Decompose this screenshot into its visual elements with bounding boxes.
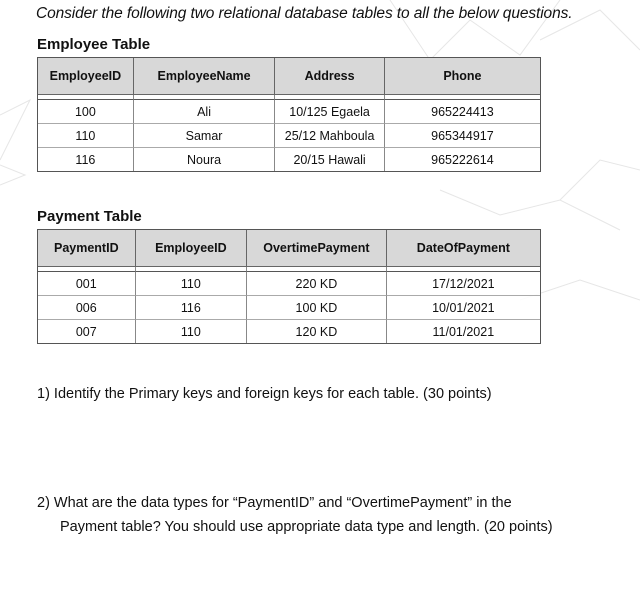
employee-table-header-row (38, 58, 540, 95)
table-cell: 110 (136, 320, 248, 343)
table-cell: 006 (38, 296, 136, 320)
table-cell: 20/15 Hawali (275, 148, 385, 171)
table-cell: 11/01/2021 (387, 320, 540, 343)
table-cell: Samar (134, 124, 276, 148)
question-2-line-1: 2) What are the data types for “PaymentID” and “OvertimePayment” in the (37, 495, 512, 511)
column-header: EmployeeName (134, 58, 276, 95)
table-row (38, 148, 540, 171)
table-cell: Ali (134, 100, 276, 124)
table-row (38, 124, 540, 148)
table-cell: 965224413 (385, 100, 540, 124)
table-cell: 007 (38, 320, 136, 343)
table-row (38, 100, 540, 124)
table-cell: 17/12/2021 (387, 272, 540, 296)
table-cell: 100 (38, 100, 134, 124)
table-cell: 25/12 Mahboula (275, 124, 385, 148)
table-cell: 965344917 (385, 124, 540, 148)
table-cell: 100 KD (247, 296, 387, 320)
column-header: EmployeeID (38, 58, 134, 95)
table-cell: Noura (134, 148, 276, 171)
question-2 (37, 491, 601, 539)
column-header: PaymentID (38, 230, 136, 267)
column-header: Phone (385, 58, 540, 95)
intro-instruction: Consider the following two relational database tables to all the below questions. (36, 5, 573, 22)
table-cell: 116 (136, 296, 248, 320)
table-row (38, 272, 540, 296)
table-cell: 110 (136, 272, 248, 296)
payment-table-header-row (38, 230, 540, 267)
employee-table-title: Employee Table (37, 36, 151, 53)
employee-table (37, 57, 541, 172)
column-header: OvertimePayment (247, 230, 387, 267)
table-cell: 220 KD (247, 272, 387, 296)
payment-table (37, 229, 541, 344)
table-cell: 120 KD (247, 320, 387, 343)
column-header: DateOfPayment (387, 230, 540, 267)
question-2-line-2: Payment table? You should use appropriate data type and length. (20 points) (60, 519, 553, 535)
payment-table-title: Payment Table (37, 208, 142, 225)
table-cell: 965222614 (385, 148, 540, 171)
table-cell: 10/125 Egaela (275, 100, 385, 124)
table-cell: 116 (38, 148, 134, 171)
table-row (38, 320, 540, 343)
table-cell: 110 (38, 124, 134, 148)
column-header: EmployeeID (136, 230, 248, 267)
table-row (38, 296, 540, 320)
table-cell: 10/01/2021 (387, 296, 540, 320)
column-header: Address (275, 58, 385, 95)
question-1: 1) Identify the Primary keys and foreign keys for each table. (30 points) (37, 386, 492, 402)
table-cell: 001 (38, 272, 136, 296)
